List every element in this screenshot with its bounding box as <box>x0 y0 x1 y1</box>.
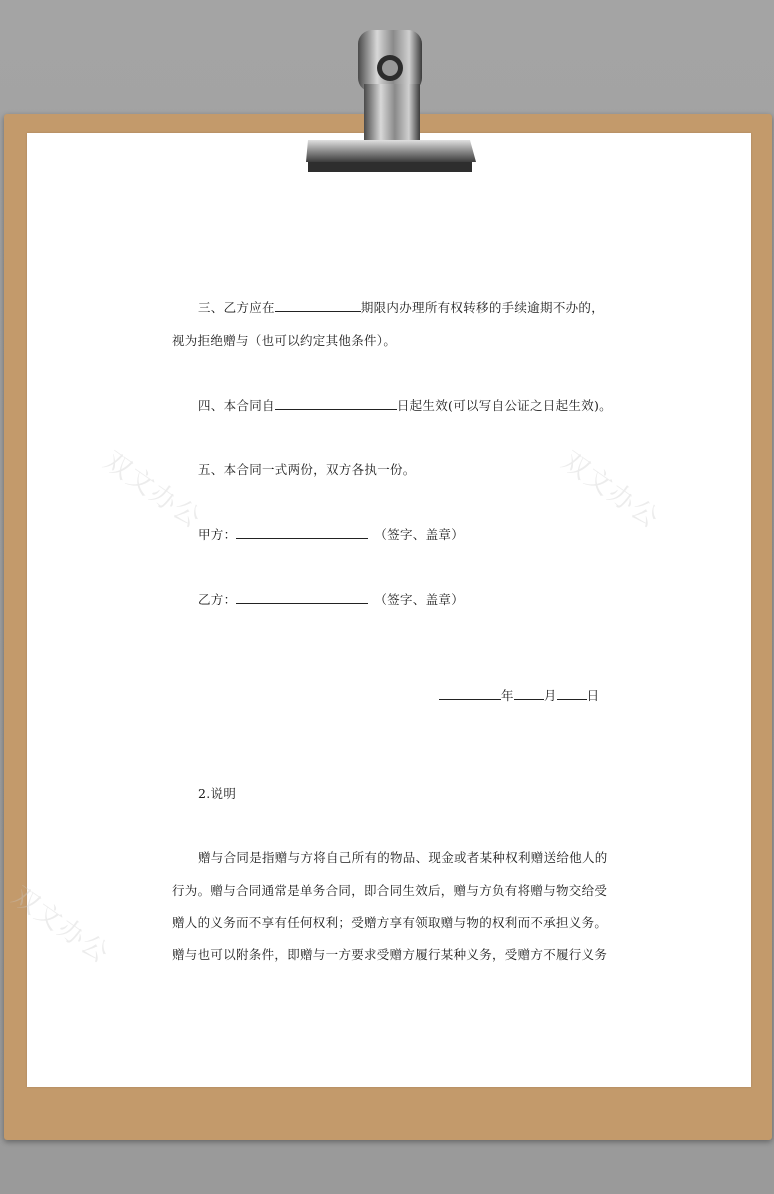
party-b-signature-blank[interactable] <box>236 591 368 604</box>
month-label: 月 <box>543 688 557 703</box>
explanation-line-2: 行为。赠与合同通常是单务合同，即合同生效后，赠与方负有将赠与物交给受 <box>172 883 608 898</box>
year-blank[interactable] <box>439 687 501 700</box>
party-b-label: 乙方： <box>198 592 237 607</box>
party-a-signature-line <box>198 525 464 543</box>
party-a-note: （签字、盖章） <box>374 527 465 542</box>
party-b-signature-line <box>198 590 464 608</box>
binder-clip-icon <box>300 24 478 176</box>
clause-3-line-2: 视为拒绝赠与（也可以约定其他条件）。 <box>172 333 397 348</box>
clause-3-blank[interactable] <box>275 299 361 312</box>
section-title: 2.说明 <box>198 786 237 801</box>
watermark-text: 双文办公 <box>98 446 208 535</box>
clause-4-text-b: 日起生效(可以写自公证之日起生效)。 <box>396 398 612 413</box>
explanation-line-3: 赠人的义务而不享有任何权利；受赠方享有领取赠与物的权利而不承担义务。 <box>172 915 608 930</box>
watermark-text: 双文办公 <box>6 881 116 970</box>
clause-4-blank[interactable] <box>275 397 397 410</box>
explanation-line-1: 赠与合同是指赠与方将自己所有的物品、现金或者某种权利赠送给他人的 <box>198 850 608 865</box>
party-a-label: 甲方： <box>198 527 237 542</box>
clause-3-text-b: 期限内办理所有权转移的手续逾期不办的， <box>360 300 605 315</box>
party-b-note: （签字、盖章） <box>374 592 465 607</box>
date-line <box>439 686 599 704</box>
clause-4-line <box>198 396 612 414</box>
watermark-text: 双文办公 <box>556 446 666 535</box>
day-blank[interactable] <box>557 687 587 700</box>
clause-3-text-a: 三、乙方应在 <box>198 300 275 315</box>
year-label: 年 <box>501 688 514 703</box>
clause-3-line-1 <box>198 298 604 316</box>
month-blank[interactable] <box>514 687 544 700</box>
day-label: 日 <box>586 688 600 703</box>
document-page <box>27 133 751 1087</box>
party-a-signature-blank[interactable] <box>236 526 368 539</box>
clause-4-text-a: 四、本合同自 <box>198 398 275 413</box>
explanation-line-4: 赠与也可以附条件，即赠与一方要求受赠方履行某种义务，受赠方不履行义务 <box>172 947 608 962</box>
clause-5-line: 五、本合同一式两份，双方各执一份。 <box>198 462 416 477</box>
